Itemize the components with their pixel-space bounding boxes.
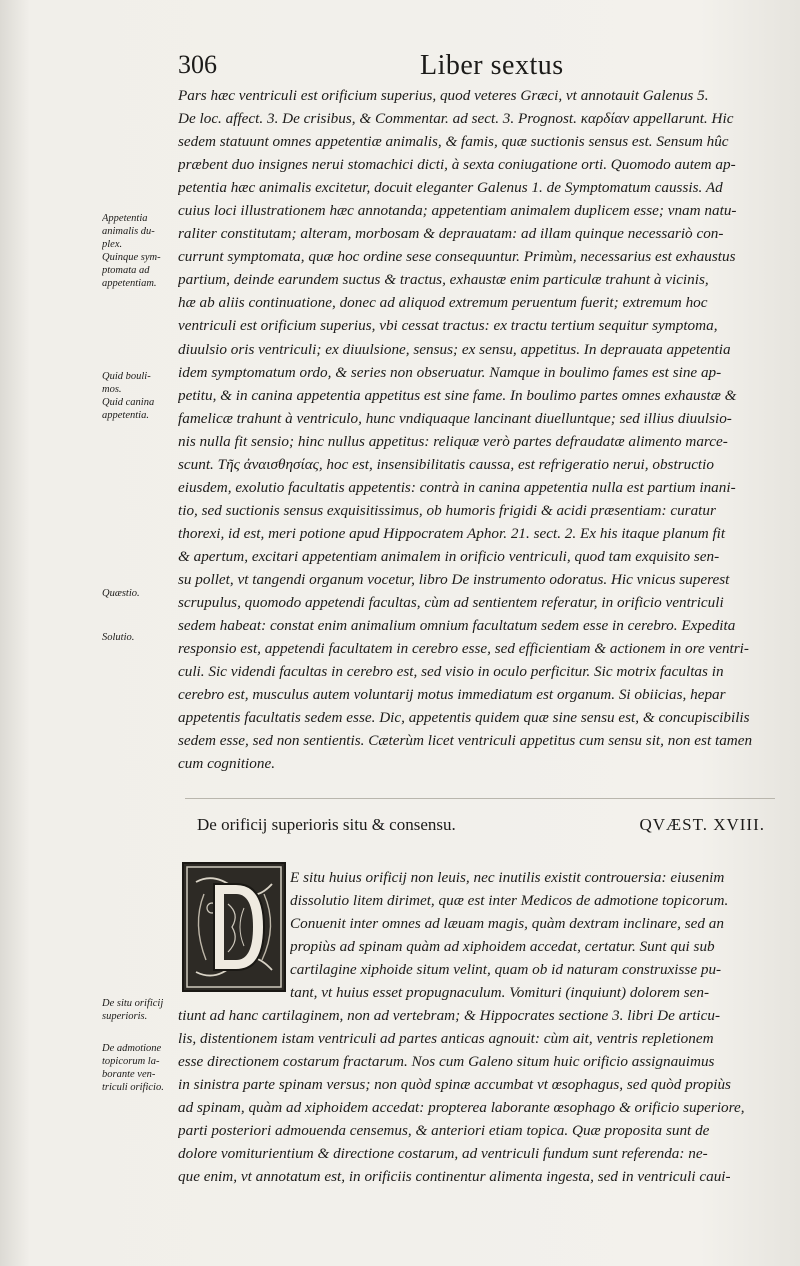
text-line: que enim, vt annotatum est, in orificiis continentur alimenta ingesta, sed in ventriculi caui- — [178, 1168, 731, 1186]
margin-note-line: triculi orificio. — [102, 1082, 164, 1093]
text-line: scunt. Τῆς ἀναισθησίας, hoc est, insensibilitatis caussa, est refrigeratio nerui, obstructio — [178, 455, 714, 473]
margin-note-line: Quinque sym- — [102, 252, 161, 263]
text-line: cum cognitione. — [178, 755, 276, 773]
margin-note-line: superioris. — [102, 1011, 148, 1022]
margin-note-line: mos. — [102, 384, 122, 395]
margin-note-line: Quæstio. — [102, 588, 140, 599]
text-line: esse directionem costarum fractarum. Nos cum Galeno situm huic orificio assignauimus — [178, 1053, 715, 1071]
text-line: sedem statuunt omnes appetentiæ animalis, & famis, quæ suctionis sensus est. Sensum hûc — [178, 133, 729, 151]
margin-note-de-situ — [102, 997, 178, 1023]
margin-note-line: borante ven- — [102, 1069, 156, 1080]
text-line: tiunt ad hanc cartilaginem, non ad vertebram; & Hippocrates sectione 3. libri De articu- — [178, 1007, 721, 1024]
margin-note-line: De admotione — [102, 1043, 162, 1054]
running-title: Liber sextus — [420, 50, 564, 81]
margin-note-line: appetentiam. — [102, 278, 157, 289]
section-title: De orificij superioris situ & consensu. — [197, 815, 456, 834]
text-line: idem symptomatum ordo, & series non obseruatur. Namque in boulimo fames est sine ap- — [178, 363, 722, 381]
section-divider — [185, 798, 775, 799]
text-line: famelicæ trahunt à ventriculo, hunc vndiquaque lancinant diuelluntque; sed illius diuulsio- — [178, 409, 732, 427]
margin-note-line: De situ orificij — [102, 998, 164, 1009]
question-number: QVÆST. XVIII. — [639, 815, 765, 834]
text-line: sedem esse, sed non sentientis. Cæterùm licet ventriculi appetitus cum sensu sit, non est tamen — [178, 732, 753, 750]
margin-note-appetentia — [102, 212, 178, 290]
margin-note-quaestio — [102, 587, 178, 600]
text-line: E situ huius orificij non leuis, nec inutilis existit controuersia: eiusenim — [290, 869, 725, 886]
text-line: tio, sed suctionis sensus exquisitissimus, ob humoris frigidi & acidi præsentiam: curatur — [178, 501, 716, 519]
text-line: ventriculi est orificium superius, vbi cessat tractus: ex tractu tertium sequitur symptoma, — [178, 317, 718, 335]
page-header — [178, 50, 778, 86]
text-line: culi. Sic videndi facultas in cerebro est, sed visio in oculo perficitur. Sic motrix facultas in — [178, 663, 724, 681]
text-line: hæ ab aliis continuatione, donec ad aliquod extremum peruentum fuerit; extremum hoc — [178, 294, 708, 312]
margin-note-boulimos — [102, 370, 178, 422]
text-line: diuulsio oris ventriculi; ex diuulsione, sensus; ex sensu, appetitus. In deprauata appetentia — [178, 340, 731, 358]
text-line: propiùs ad spinam quàm ad xiphoidem accedat, certatur. Sunt qui sub — [290, 938, 715, 956]
text-line: & apertum, excitari appetentiam animalem in orificio ventriculi, quod tam exquisito sen- — [178, 547, 720, 565]
text-line: lis, distentionem istam ventriculi ad partes anticas agnouit: cùm ait, ventris repletionem — [178, 1030, 714, 1048]
margin-note-line: Solutio. — [102, 632, 135, 643]
decorated-initial-d — [182, 862, 286, 992]
text-line: dissolutio litem dirimet, quæ est inter Medicos de admotione topicorum. — [290, 892, 729, 910]
text-line: partium, deinde earundem suctus & tractus, exhaustæ enim particulæ trahunt à vicinis, — [178, 271, 709, 289]
section-text-block — [178, 1004, 770, 1188]
text-line: De loc. affect. 3. De crisibus, & Commentar. ad sect. 3. Prognost. καρδίαν appellarunt. Hic — [178, 110, 734, 128]
page-number: 306 — [178, 50, 217, 79]
margin-note-solutio — [102, 631, 178, 644]
section-text-block-beside-initial — [290, 866, 770, 1004]
text-line: cerebro est, musculus autem voluntarij motus immediatum est organum. Si obiicias, hepar — [178, 686, 726, 704]
text-line: scrupulus, quomodo appetendi facultas, cùm ad sentientem referatur, in orificio ventriculi — [178, 594, 724, 612]
text-line: Conuenit inter omnes ad læuam magis, quàm dextram inclinare, sed an — [290, 915, 724, 933]
margin-note-line: Quid bouli- — [102, 371, 151, 382]
margin-note-line: appetentia. — [102, 410, 149, 421]
section-heading — [197, 815, 777, 841]
text-line: cartilagine xiphoide situm velint, quam ob id naturam construxisse pu- — [290, 961, 722, 979]
main-text-block — [178, 84, 770, 775]
text-line: præbent duo insignes nerui stomachici dicti, à sexta coniugatione orti. Quomodo autem ap- — [178, 156, 736, 174]
text-line: cuius loci illustrationem hæc annotanda; appetentiam animalem duplicem esse; vnam natu- — [178, 202, 737, 220]
text-line: petitu, & in canina appetentia appetitus est sine fame. In boulimo partes omnes exhaustæ & — [178, 386, 737, 404]
text-line: tant, vt huius esset propugnaculum. Vomituri (inquiunt) dolorem sen- — [290, 984, 710, 1002]
text-line: sedem habeat: constat enim animalium omnium facultatum sedem esse in cerebro. Expedita — [178, 617, 736, 635]
text-line: currunt symptomata, quæ hoc ordine sese consequuntur. Primùm, necessarius est exhaustus — [178, 248, 736, 266]
text-line: responsio est, appetendi facultatem in cerebro esse, sed efficientiam & actionem in ore ventri- — [178, 640, 749, 658]
margin-note-line: Appetentia — [102, 213, 148, 224]
margin-note-de-admotione — [102, 1042, 178, 1094]
margin-note-line: ptomata ad — [102, 265, 150, 276]
text-line: in sinistra parte spinam versus; non quòd spinæ accumbat vt œsophagus, sed quòd propiùs — [178, 1076, 731, 1094]
margin-note-line: plex. — [102, 239, 123, 250]
text-line: appetentis facultatis sedem esse. Dic, appetentis quidem quæ sine sensu est, & concupiscibilis — [178, 709, 750, 727]
text-line: raliter constitutam; alteram, morbosam & deprauatam: ad illam quinque necessariò con- — [178, 225, 724, 243]
text-line: nis nulla fit sensio; hinc nullus appetitus: reliquæ verò partes defraudatæ alimento marce- — [178, 432, 728, 450]
margin-note-line: Quid canina — [102, 397, 155, 408]
text-line: ad spinam, quàm ad xiphoidem accedat: propterea laborante œsophago & orificio superiore, — [178, 1099, 745, 1117]
text-line: petentia hæc animalis excitetur, docuit eleganter Galenus 1. de Symptomatum caussis. Ad — [178, 179, 723, 197]
text-line: thorexi, id est, meri potione apud Hippocratem Aphor. 21. sect. 2. Ex his itaque planum fit — [178, 524, 726, 542]
text-line: dolore vomiturientium & directione costarum, ad ventriculi fundum sunt referenda: ne- — [178, 1145, 708, 1163]
text-line: su pollet, vt tangendi organum vocetur, libro De instrumento odoratus. Hic vnicus superest — [178, 570, 730, 588]
margin-note-line: animalis du- — [102, 226, 155, 237]
text-line: parti posteriori admouenda censemus, & anteriori etiam topica. Quæ proposita sunt de — [178, 1122, 710, 1140]
ornament-icon — [184, 864, 284, 990]
text-line: Pars hæc ventriculi est orificium superius, quod veteres Græci, vt annotauit Galenus 5. — [178, 87, 709, 104]
text-line: eiusdem, exolutio facultatis appetentis: contrà in canina appetentia nulla est partium inani- — [178, 478, 736, 496]
margin-note-line: topicorum la- — [102, 1056, 160, 1067]
